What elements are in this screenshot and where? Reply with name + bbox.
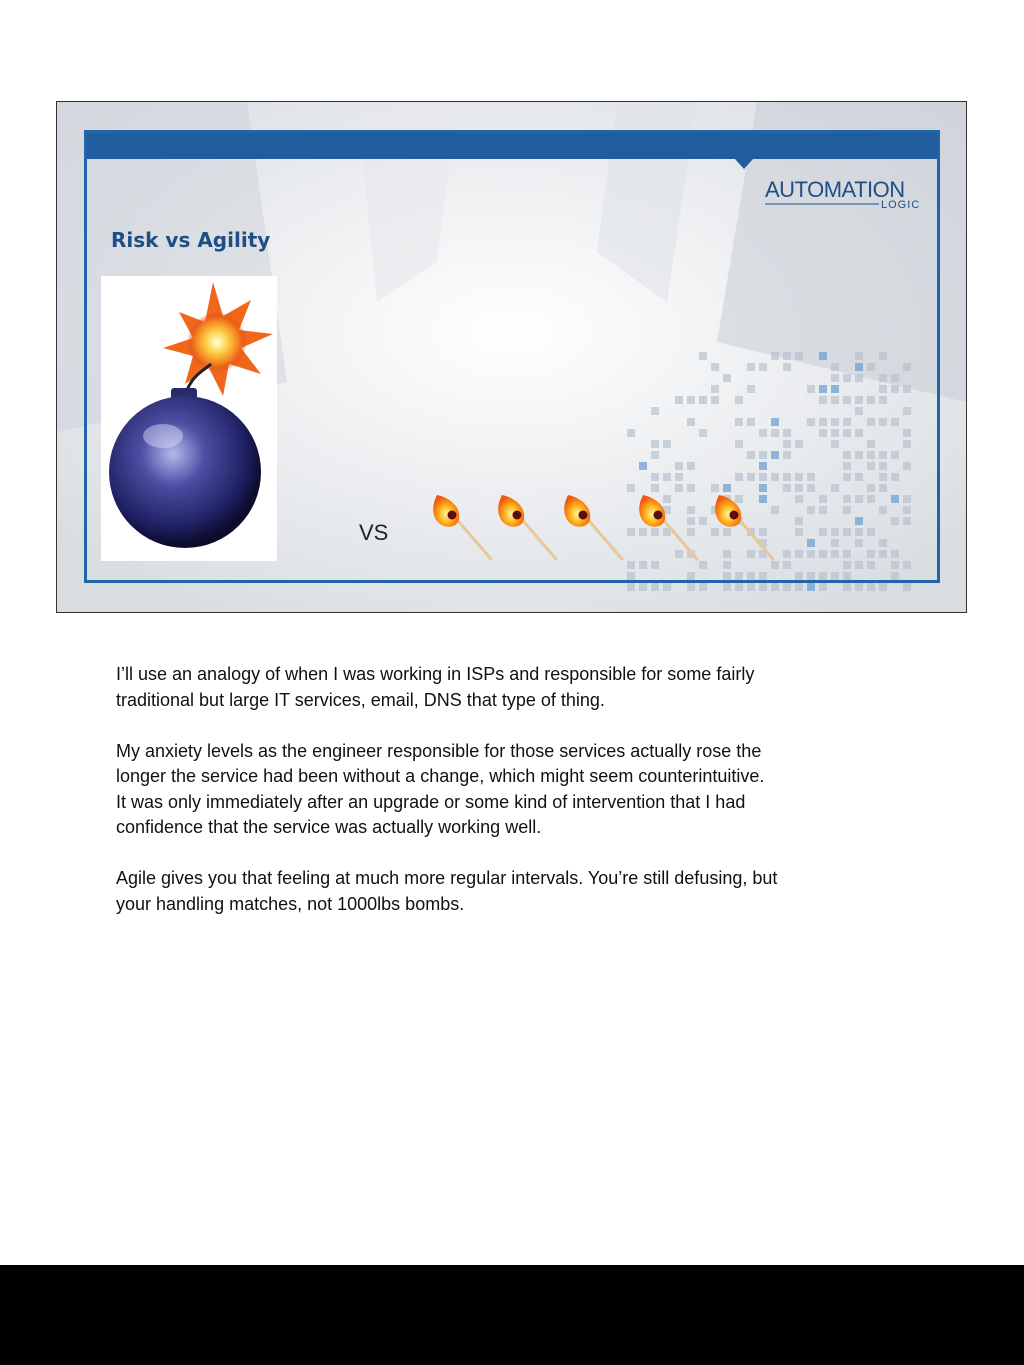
speaker-notes <box>116 662 916 943</box>
slide-title: Risk vs Agility <box>111 228 271 252</box>
match-icon <box>637 493 699 563</box>
notes-line: your handling matches, not 1000lbs bombs. <box>116 893 465 914</box>
logo-sub-text: LOGIC <box>881 199 921 211</box>
notes-line: It was only immediately after an upgrade or some kind of intervention that I had <box>116 791 746 812</box>
pixel-square <box>903 583 911 591</box>
header-notch <box>735 159 753 169</box>
pixel-square <box>663 583 671 591</box>
bomb-icon <box>101 276 277 561</box>
pixel-square <box>747 583 755 591</box>
pixel-square <box>651 583 659 591</box>
pixel-square <box>699 583 707 591</box>
match-icon <box>496 493 558 563</box>
pixel-square <box>843 583 851 591</box>
pixel-square <box>807 583 815 591</box>
pixel-square <box>771 583 779 591</box>
match-icon <box>713 493 775 563</box>
pixel-square <box>855 583 863 591</box>
pixel-square <box>759 583 767 591</box>
pixel-square <box>795 583 803 591</box>
slide-content-area <box>84 130 940 583</box>
notes-line: confidence that the service was actually working well. <box>116 817 542 837</box>
notes-line: traditional but large IT services, email, DNS that type of thing. <box>116 689 605 710</box>
slide-thumbnail <box>56 101 967 613</box>
pixel-square <box>879 583 887 591</box>
pixel-square <box>867 583 875 591</box>
pixel-square <box>687 583 695 591</box>
match-icon <box>431 493 493 563</box>
notes-paragraph <box>116 739 916 841</box>
notes-line: Agile gives you that feeling at much more regular intervals. You’re still defusing, but <box>116 868 778 888</box>
notes-line: My anxiety levels as the engineer responsible for those services actually rose the <box>116 740 762 761</box>
pixel-square <box>783 583 791 591</box>
page-bottom-bar <box>0 1265 1024 1365</box>
pixel-square <box>735 583 743 591</box>
notes-line: I’ll use an analogy of when I was working in ISPs and responsible for some fairly <box>116 664 755 684</box>
vs-label: VS <box>359 520 389 545</box>
notes-paragraph <box>116 662 916 713</box>
pixel-square <box>627 583 635 591</box>
automation-logic-logo <box>763 171 933 211</box>
pixel-square <box>723 583 731 591</box>
slide-header-bar <box>87 133 937 159</box>
logo-brand-text: AUTOMATION <box>765 177 905 202</box>
notes-line: longer the service had been without a change, which might seem counterintuitive. <box>116 766 765 786</box>
pixel-square <box>639 583 647 591</box>
pixel-square <box>819 583 827 591</box>
notes-paragraph <box>116 866 916 917</box>
match-icon <box>562 493 624 563</box>
